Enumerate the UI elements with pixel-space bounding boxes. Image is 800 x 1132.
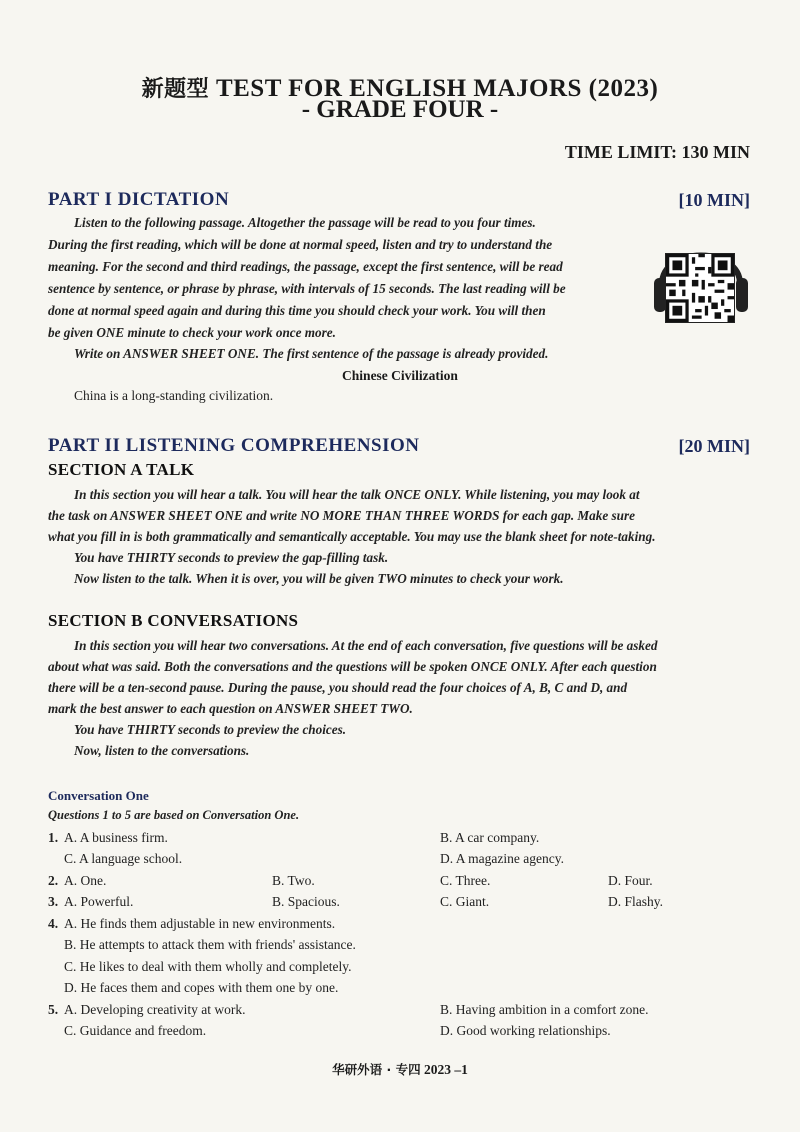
part1-heading: PART I DICTATION — [48, 189, 230, 210]
sectionA-preview: You have THIRTY seconds to preview the gap-filling task. — [74, 550, 389, 565]
part2-minutes: [20 MIN] — [678, 436, 750, 456]
choice-c[interactable]: C. He likes to deal with them wholly and completely. — [64, 959, 352, 974]
question-number: 5. — [48, 1002, 59, 1017]
choice-b[interactable]: B. He attempts to attack them with friends' assistance. — [64, 937, 356, 952]
choice-c[interactable]: C. Guidance and freedom. — [64, 1023, 207, 1038]
part1-instruction-line: During the first reading, which will be done at normal speed, listen and try to understand the — [48, 237, 553, 252]
choice-a[interactable]: A. He finds them adjustable in new environments. — [64, 916, 336, 931]
choice-a[interactable]: A. One. — [64, 873, 107, 888]
passage-title: Chinese Civilization — [342, 368, 458, 383]
sectionA-line: the task on ANSWER SHEET ONE and write NO MORE THAN THREE WORDS for each gap. Make sure — [48, 508, 635, 523]
choice-c[interactable]: C. Giant. — [440, 894, 490, 909]
part1-instruction-line: Listen to the following passage. Altogether the passage will be read to you four times. — [74, 215, 536, 230]
sectionB-line: about what was said. Both the conversations and the questions will be spoken ONCE ONLY. After each question — [48, 659, 657, 674]
choice-d[interactable]: D. Good working relationships. — [440, 1023, 611, 1038]
choice-a[interactable]: A. A business firm. — [64, 830, 168, 845]
title-chinese-tag: 新题型 — [141, 77, 210, 102]
time-limit: TIME LIMIT: 130 MIN — [564, 142, 750, 162]
sectionB-line: In this section you will hear two conversations. At the end of each conversation, five questions will be asked — [74, 638, 658, 653]
question-number: 1. — [48, 830, 59, 845]
page-footer — [0, 1060, 800, 1078]
part1-instruction-line: done at normal speed again and during this time you should check your work. You will then — [48, 303, 546, 318]
footer-brand: 华研外语 · 专四 — [332, 1062, 421, 1077]
conversation-note: Questions 1 to 5 are based on Conversation One. — [48, 808, 300, 822]
choice-b[interactable]: B. Spacious. — [272, 894, 340, 909]
sectionA-line: In this section you will hear a talk. You will hear the talk ONCE ONLY. While listening, you may look at — [74, 487, 640, 502]
choice-b[interactable]: B. A car company. — [440, 830, 540, 845]
footer-page-number: 2023 –1 — [423, 1062, 468, 1077]
part1-write-on: Write on ANSWER SHEET ONE. The first sentence of the passage is already provided. — [74, 346, 549, 361]
sectionA-heading: SECTION A TALK — [48, 460, 195, 479]
choice-c[interactable]: C. Three. — [440, 873, 491, 888]
question-number: 3. — [48, 894, 59, 909]
part1-instruction-line: sentence by sentence, or phrase by phrase, with intervals of 15 seconds. The last reading will be — [48, 281, 566, 296]
question-number: 2. — [48, 873, 59, 888]
sectionB-line: mark the best answer to each question on ANSWER SHEET TWO. — [48, 701, 413, 716]
sectionA-listen: Now listen to the talk. When it is over, you will be given TWO minutes to check your work. — [74, 571, 564, 586]
part1-instruction-line: be given ONE minute to check your work once more. — [48, 325, 336, 340]
conversation-title: Conversation One — [48, 788, 149, 803]
choice-d[interactable]: D. A magazine agency. — [440, 851, 564, 866]
sectionB-line: there will be a ten-second pause. During the pause, you should read the four choices of A, B, C and D, and — [48, 680, 628, 695]
question-number: 4. — [48, 916, 59, 931]
title-text: TEST FOR ENGLISH MAJORS (2023) — [215, 75, 659, 102]
part2-heading: PART II LISTENING COMPREHENSION — [48, 435, 420, 456]
choice-c[interactable]: C. A language school. — [64, 851, 183, 866]
choice-a[interactable]: A. Developing creativity at work. — [64, 1002, 246, 1017]
part1-instruction-line: meaning. For the second and third readings, the passage, except the first sentence, will be read — [48, 259, 563, 274]
part1-minutes: [10 MIN] — [678, 190, 750, 210]
choice-b[interactable]: B. Two. — [272, 873, 315, 888]
sectionB-listen: Now, listen to the conversations. — [74, 743, 250, 758]
passage-first-sentence: China is a long-standing civilization. — [74, 388, 274, 403]
sectionA-line: what you fill in is both grammatically and semantically acceptable. You may use the blank sheet for note-taking. — [48, 529, 656, 544]
page-subtitle: - GRADE FOUR - — [301, 96, 499, 123]
choice-d[interactable]: D. Four. — [608, 873, 653, 888]
choice-d[interactable]: D. Flashy. — [608, 894, 664, 909]
sectionB-preview: You have THIRTY seconds to preview the choices. — [74, 722, 347, 737]
sectionB-heading: SECTION B CONVERSATIONS — [48, 611, 299, 630]
audio-qr-code[interactable] — [652, 226, 750, 330]
qr-code-icon — [665, 253, 735, 323]
choice-d[interactable]: D. He faces them and copes with them one by one. — [64, 980, 339, 995]
choice-b[interactable]: B. Having ambition in a comfort zone. — [440, 1002, 649, 1017]
choice-a[interactable]: A. Powerful. — [64, 894, 134, 909]
